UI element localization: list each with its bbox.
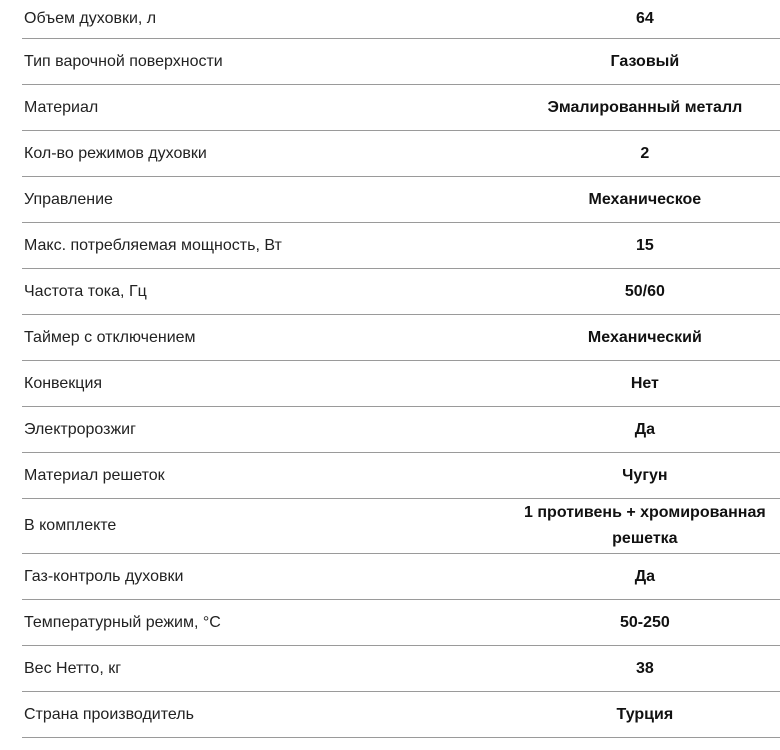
- spec-row-max-power: [22, 223, 780, 269]
- spec-value: Да: [634, 567, 655, 585]
- spec-row-timer: [22, 315, 780, 361]
- spec-row-frequency: [22, 269, 780, 315]
- spec-row-oven-volume: [22, 0, 780, 39]
- spec-label: В комплекте: [24, 517, 117, 534]
- spec-label: Тип варочной поверхности: [24, 52, 223, 70]
- spec-label: Вес Нетто, кг: [24, 659, 122, 677]
- spec-row-convection: [22, 361, 780, 407]
- spec-row-oven-modes: [22, 131, 780, 177]
- spec-label: Макс. потребляемая мощность, Вт: [24, 236, 282, 254]
- spec-value: 15: [635, 236, 654, 254]
- spec-value: 1 противень + хромированная решетка: [524, 504, 766, 547]
- spec-label: Частота тока, Гц: [24, 282, 147, 300]
- spec-label: Конвекция: [24, 374, 103, 392]
- spec-value: Механическое: [588, 190, 702, 208]
- spec-row-net-weight: [22, 646, 780, 692]
- spec-value: 50/60: [624, 282, 665, 300]
- spec-value: Газовый: [610, 52, 680, 70]
- spec-row-temperature: [22, 600, 780, 646]
- spec-label: Материал решеток: [24, 466, 165, 484]
- spec-label: Страна производитель: [24, 705, 194, 723]
- spec-value: Турция: [616, 705, 674, 723]
- spec-value: Эмалированный металл: [547, 98, 743, 116]
- spec-label: Материал: [24, 98, 99, 116]
- spec-value: 38: [635, 659, 654, 677]
- spec-label: Кол-во режимов духовки: [24, 144, 207, 162]
- spec-value: Да: [634, 420, 655, 438]
- spec-row-country: [22, 692, 780, 738]
- spec-row-cooktop-type: [22, 39, 780, 85]
- spec-value: 2: [640, 144, 650, 162]
- spec-value: Механический: [587, 328, 702, 346]
- specifications-table: [22, 0, 780, 738]
- spec-label: Температурный режим, °C: [24, 613, 221, 631]
- spec-row-gas-control: [22, 554, 780, 600]
- spec-value: 64: [635, 10, 654, 27]
- spec-value: Нет: [630, 374, 659, 392]
- spec-value: Чугун: [622, 466, 668, 484]
- spec-row-electric-ignition: [22, 407, 780, 453]
- spec-label: Таймер с отключением: [24, 328, 196, 346]
- spec-label: Электророзжиг: [24, 420, 136, 438]
- spec-row-control: [22, 177, 780, 223]
- spec-row-included: [22, 499, 780, 554]
- spec-label: Управление: [24, 190, 113, 208]
- spec-value: 50-250: [619, 613, 670, 631]
- spec-row-material: [22, 85, 780, 131]
- spec-label: Газ-контроль духовки: [24, 567, 184, 585]
- spec-row-grate-material: [22, 453, 780, 499]
- spec-label: Объем духовки, л: [24, 10, 157, 27]
